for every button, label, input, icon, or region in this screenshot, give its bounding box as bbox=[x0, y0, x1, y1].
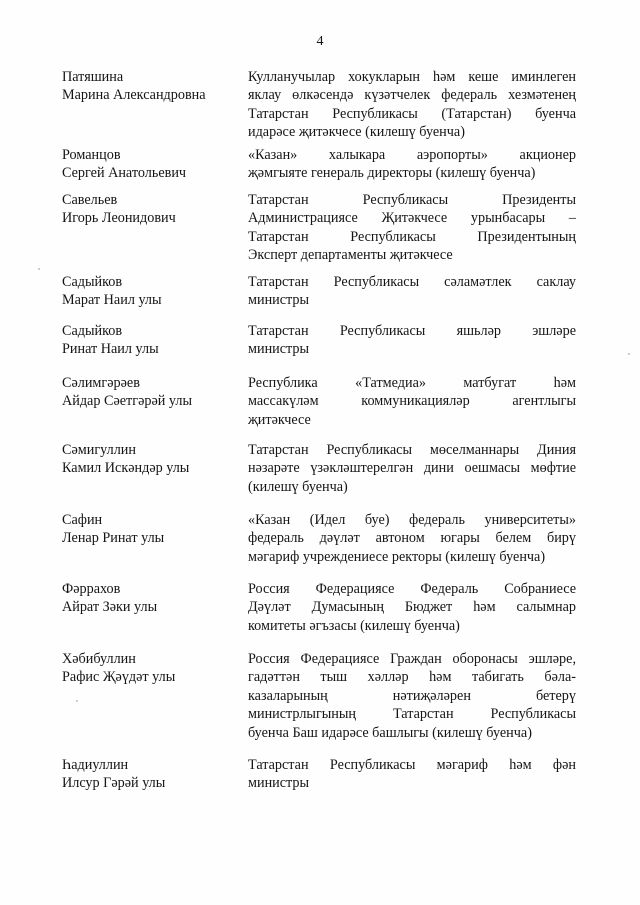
position-line: Администрациясе Җитәкчесе урынбасары – bbox=[248, 210, 576, 227]
member-surname: Савельев bbox=[62, 192, 118, 208]
member-name bbox=[62, 273, 242, 309]
member-given-names: Марина Александровна bbox=[62, 87, 206, 103]
member-position bbox=[248, 322, 576, 359]
member-given-names: Илсур Гәрәй улы bbox=[62, 775, 166, 791]
member-name bbox=[62, 441, 242, 477]
position-line: Кулланучылар хокукларын һәм кеше иминлеген bbox=[248, 69, 576, 85]
position-line: министры bbox=[248, 775, 310, 792]
position-line: министры bbox=[248, 341, 310, 358]
member-surname: Хәбибуллин bbox=[62, 651, 136, 667]
member-name bbox=[62, 191, 242, 227]
position-line: Эксперт департаменты җитәкчесе bbox=[248, 247, 453, 264]
position-line: Татарстан Республикасы сәламәтлек саклау bbox=[248, 274, 576, 290]
position-line: җәмгыяте генераль директоры (килешү буенча) bbox=[248, 165, 536, 182]
position-line: «Казан (Идел буе) федераль университеты» bbox=[248, 512, 576, 528]
member-given-names: Сергей Анатольевич bbox=[62, 165, 187, 181]
position-line: министры bbox=[248, 292, 310, 309]
position-line: яклау өлкәсендә күзәтчелек федераль хезмәтенең bbox=[248, 87, 576, 104]
member-surname: Сәмигуллин bbox=[62, 442, 136, 458]
page-number: 4 bbox=[316, 34, 324, 49]
member-surname: Һадиуллин bbox=[62, 757, 129, 773]
member-given-names: Ринат Наил улы bbox=[62, 341, 159, 357]
member-name bbox=[62, 374, 242, 410]
scan-speck bbox=[38, 268, 40, 270]
member-surname: Патяшина bbox=[62, 69, 124, 85]
position-line: казаларының нәтиҗәләрен бетерү bbox=[248, 687, 576, 704]
member-given-names: Айрат Зәки улы bbox=[62, 599, 158, 615]
position-line: Татарстан Республикасы (Татарстан) буенча bbox=[248, 105, 576, 122]
position-line: Татарстан Республикасы Президенты bbox=[248, 192, 576, 208]
member-position bbox=[248, 650, 576, 742]
member-position bbox=[248, 68, 576, 142]
member-surname: Фәррахов bbox=[62, 581, 121, 597]
position-line: Татарстан Республикасы яшьләр эшләре bbox=[248, 323, 576, 339]
member-given-names: Айдар Сәетгәрәй улы bbox=[62, 393, 192, 409]
member-given-names: Камил Искәндәр улы bbox=[62, 460, 190, 476]
position-line: җитәкчесе bbox=[248, 411, 311, 428]
member-surname: Романцов bbox=[62, 147, 121, 163]
member-position bbox=[248, 374, 576, 429]
member-name bbox=[62, 756, 242, 792]
position-line: министрлыгының Татарстан Республикасы bbox=[248, 706, 576, 723]
member-given-names: Рафис Җәүдәт улы bbox=[62, 669, 176, 685]
position-line: Россия Федерациясе Граждан оборонасы эшләре, bbox=[248, 651, 576, 667]
member-name bbox=[62, 68, 242, 104]
member-position bbox=[248, 191, 576, 265]
member-name bbox=[62, 650, 242, 686]
scan-speck bbox=[628, 353, 630, 355]
position-line: комитеты әгъзасы (килешү буенча) bbox=[248, 617, 460, 634]
position-line: нәзарәте үзәкләштерелгән дини оешмасы мөфтие bbox=[248, 460, 576, 477]
position-line: массакүләм коммуникацияләр агентлыгы bbox=[248, 393, 576, 410]
member-position bbox=[248, 441, 576, 496]
member-position bbox=[248, 273, 576, 310]
member-position bbox=[248, 756, 576, 793]
member-position bbox=[248, 146, 576, 183]
member-name bbox=[62, 580, 242, 616]
position-line: «Казан» халыкара аэропорты» акционер bbox=[248, 147, 576, 163]
position-line: Татарстан Республикасы мөселманнары Диния bbox=[248, 442, 576, 458]
position-line: Татарстан Республикасы мәгариф һәм фән bbox=[248, 757, 576, 773]
member-name bbox=[62, 322, 242, 358]
member-position bbox=[248, 511, 576, 566]
member-position bbox=[248, 580, 576, 635]
position-line: Республика «Татмедиа» матбугат һәм bbox=[248, 375, 576, 391]
member-surname: Сафин bbox=[62, 512, 103, 528]
position-line: мәгариф учреждениесе ректоры (килешү буенча) bbox=[248, 548, 546, 565]
member-name bbox=[62, 146, 242, 182]
member-surname: Садыйков bbox=[62, 323, 123, 339]
position-line: Россия Федерациясе Федераль Собраниесе bbox=[248, 581, 576, 597]
position-line: идарәсе җитәкчесе (килешү буенча) bbox=[248, 124, 465, 141]
position-line: буенча Баш идарәсе башлыгы (килешү буенча) bbox=[248, 724, 532, 741]
member-surname: Садыйков bbox=[62, 274, 123, 290]
scan-speck bbox=[76, 700, 78, 702]
member-name bbox=[62, 511, 242, 547]
position-line: Татарстан Республикасы Президентының bbox=[248, 228, 576, 245]
position-line: Дәүләт Думасының Бюджет һәм салымнар bbox=[248, 599, 576, 616]
member-given-names: Игорь Леонидович bbox=[62, 210, 176, 226]
position-line: федераль дәүләт автоном югары белем бирү bbox=[248, 530, 576, 547]
position-line: (килешү буенча) bbox=[248, 478, 348, 495]
member-surname: Сәлимгәрәев bbox=[62, 375, 140, 391]
position-line: гадәттән тыш хәлләр һәм табигать бәла- bbox=[248, 669, 576, 686]
member-given-names: Марат Наил улы bbox=[62, 292, 162, 308]
member-given-names: Ленар Ринат улы bbox=[62, 530, 165, 546]
